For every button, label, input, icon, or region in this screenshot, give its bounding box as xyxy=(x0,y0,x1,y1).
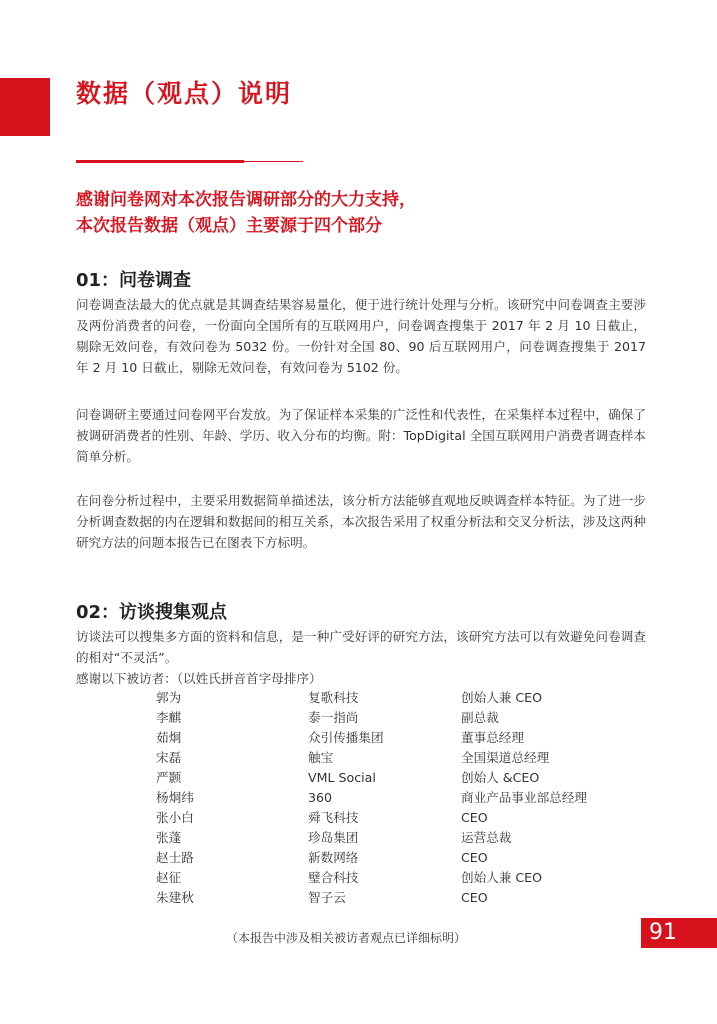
interviewee-list xyxy=(0,688,717,908)
interviewee-title: 副总裁 xyxy=(461,710,499,725)
interviewee-name: 朱建秋 xyxy=(156,890,194,905)
page-footnote: （本报告中涉及相关被访者观点已详细标明） xyxy=(226,931,467,945)
page-subtitle xyxy=(76,187,416,239)
interviewee-row xyxy=(0,748,717,768)
interviewee-name: 杨炯纬 xyxy=(156,790,194,805)
interviewee-title: CEO xyxy=(461,810,488,825)
interviewee-row xyxy=(0,828,717,848)
interviewee-name: 严颢 xyxy=(156,770,182,785)
interviewee-row xyxy=(0,888,717,908)
interviewee-name: 赵征 xyxy=(156,870,182,885)
interviewee-company: 璧合科技 xyxy=(308,870,359,885)
interviewee-name: 李麒 xyxy=(156,710,182,725)
interviewee-company: 触宝 xyxy=(308,750,334,765)
interviewee-title: 创始人 &CEO xyxy=(461,770,540,785)
red-accent-block xyxy=(0,78,50,136)
interviewee-row xyxy=(0,728,717,748)
page-title: 数据（观点）说明 xyxy=(76,79,293,108)
interviewee-company: 舜飞科技 xyxy=(308,810,359,825)
interviewee-title: 董事总经理 xyxy=(461,730,524,745)
section-1-paragraph-1: 问卷调查法最大的优点就是其调查结果容易量化，便于进行统计处理与分析。该研究中问卷调查主要涉及两份消费者的问卷，一份面向全国所有的互联网用户，问卷调查搜集于 2017 年 2 月 10 日截止，剔除无效问卷，有效问卷为 5032 份。一份针对全国 80、90 后互联网用户，问卷调查搜集于 2017 年 2 月 10 日截止，剔除无效问卷，有效问卷为 5102 份。 xyxy=(76,297,646,375)
interviewee-company: 智子云 xyxy=(308,890,346,905)
subtitle-line-2: 本次报告数据（观点）主要源于四个部分 xyxy=(76,216,382,236)
interviewee-name: 宋磊 xyxy=(156,750,182,765)
interviewee-title: 创始人兼 CEO xyxy=(461,870,543,885)
interviewee-title: 创始人兼 CEO xyxy=(461,690,543,705)
interviewee-name: 茹炯 xyxy=(156,730,182,745)
page-number: 91 xyxy=(641,918,717,948)
interviewee-name: 张蓬 xyxy=(156,830,182,845)
section-1-paragraph-2: 问卷调研主要通过问卷网平台发放。为了保证样本采集的广泛性和代表性，在采集样本过程中，确保了被调研消费者的性别、年龄、学历、收入分布的均衡。附：TopDigital 全国互联网用户消费者调查样本简单分析。 xyxy=(76,407,646,464)
interviewee-title: 全国渠道总经理 xyxy=(461,750,550,765)
interviewee-row xyxy=(0,848,717,868)
interviewee-row xyxy=(0,768,717,788)
interviewee-title: 运营总裁 xyxy=(461,830,512,845)
interviewee-thanks: 感谢以下被访者：（以姓氏拼音首字母排序） xyxy=(76,671,322,686)
interviewee-row xyxy=(0,708,717,728)
interviewee-name: 赵士路 xyxy=(156,850,194,865)
interviewee-title: CEO xyxy=(461,850,488,865)
interviewee-row xyxy=(0,808,717,828)
section-1-paragraph-3: 在问卷分析过程中，主要采用数据简单描述法，该分析方法能够直观地反映调查样本特征。为了进一步分析调查数据的内在逻辑和数据间的相互关系，本次报告采用了权重分析法和交叉分析法，涉及这两种研究方法的问题本报告已在图表下方标明。 xyxy=(76,493,646,550)
interviewee-company: 新数网络 xyxy=(308,850,359,865)
interviewee-name: 郭为 xyxy=(156,690,182,705)
interviewee-company: VML Social xyxy=(308,770,376,785)
subtitle-line-1: 感谢问卷网对本次报告调研部分的大力支持， xyxy=(76,190,416,210)
interviewee-company: 复歌科技 xyxy=(308,690,359,705)
section-2-title: 02：访谈搜集观点 xyxy=(76,602,228,623)
interviewee-company: 众引传播集团 xyxy=(308,730,384,745)
section-2-paragraph: 访谈法可以搜集多方面的资料和信息，是一种广受好评的研究方法，该研究方法可以有效避免问卷调查的相对“不灵活”。 xyxy=(76,629,646,665)
interviewee-company: 珍岛集团 xyxy=(308,830,359,845)
interviewee-company: 泰一指尚 xyxy=(308,710,359,725)
interviewee-company: 360 xyxy=(308,790,333,805)
interviewee-title: CEO xyxy=(461,890,488,905)
interviewee-row xyxy=(0,868,717,888)
section-1-title: 01：问卷调查 xyxy=(76,270,192,291)
interviewee-name: 张小白 xyxy=(156,810,194,825)
interviewee-row xyxy=(0,688,717,708)
interviewee-title: 商业产品事业部总经理 xyxy=(461,790,587,805)
interviewee-row xyxy=(0,788,717,808)
title-divider-accent xyxy=(76,160,244,163)
